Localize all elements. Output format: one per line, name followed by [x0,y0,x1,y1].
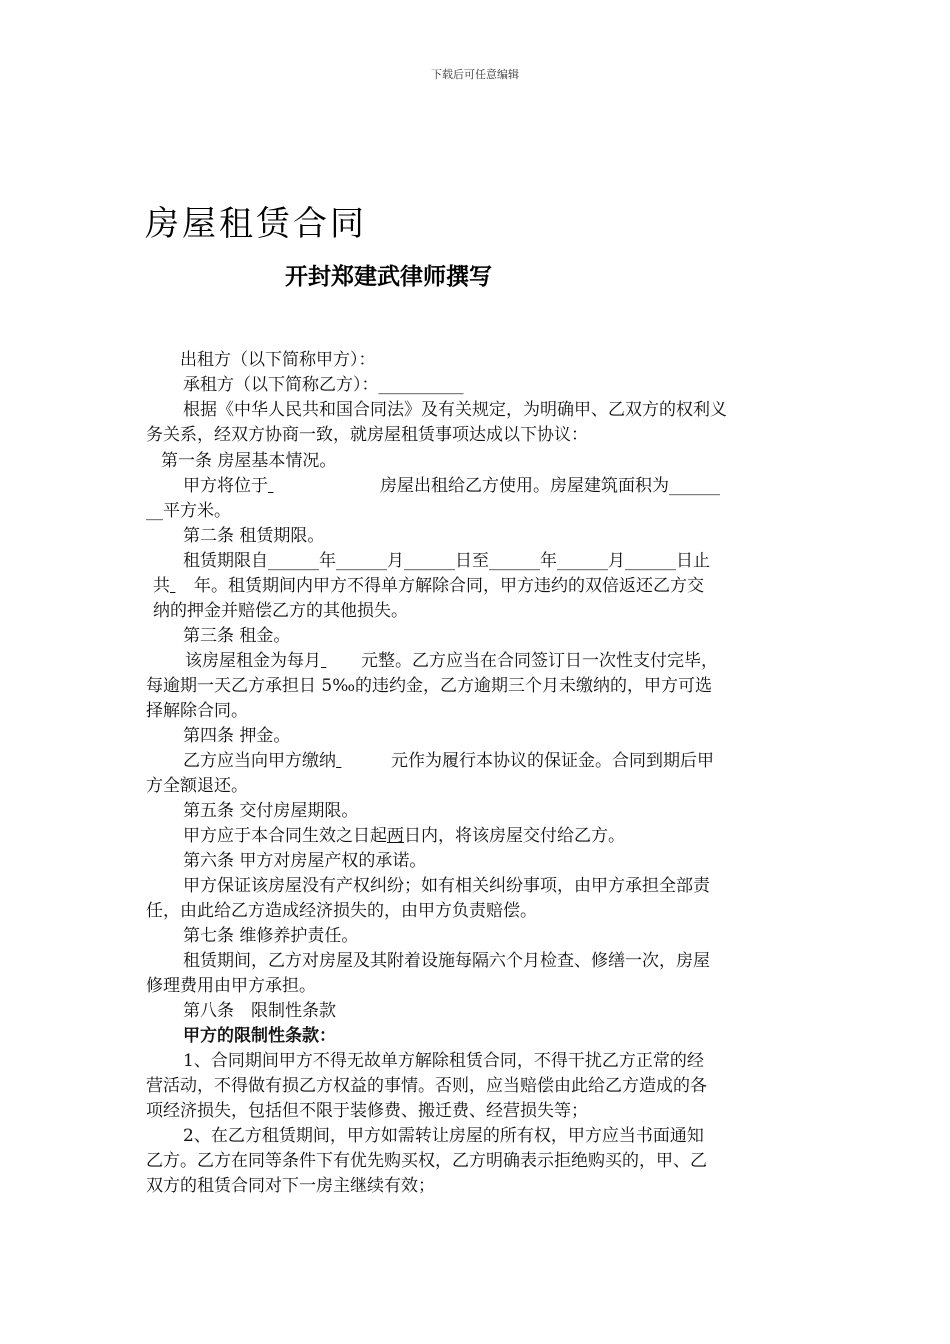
blank-line [336,749,391,774]
article-heading: 第五条 交付房屋期限。 [183,801,359,821]
paragraph-line: __平方米。 [146,501,231,521]
section-heading: 甲方的限制性条款： [183,1026,336,1046]
paragraph-line: 修理费用由甲方承担。 [146,976,316,996]
article-heading: 第七条 维修养护责任。 [183,926,359,946]
paragraph-line [183,474,838,499]
article-heading: 第六条 甲方对房屋产权的承诺。 [183,851,427,871]
header-note: 下载后可任意编辑 [431,68,519,81]
paragraph-line: 1、合同期间甲方不得无故单方解除租赁合同，不得干扰乙方正常的经 [183,1051,704,1071]
paragraph-line: 租赁期限自______年______月______日至______年______月______日止 [183,551,710,571]
paragraph-line: 每逾期一天乙方承担日 5‰的违约金，乙方逾期三个月未缴纳的，甲方可选 [146,676,713,696]
paragraph-line [183,824,838,849]
paragraph-line [185,649,840,674]
paragraph-line: 务关系，经双方协商一致，就房屋租赁事项达成以下协议： [146,425,588,445]
text-span: 日内，将该房屋交付给乙方。 [404,826,625,846]
blank-line [268,474,380,499]
document-subtitle: 开封郑建武律师撰写 [285,264,492,290]
paragraph-line: 乙方。乙方在同等条件下有优先购买权，乙方明确表示拒绝购买的，甲、乙 [146,1151,707,1171]
blank-line [321,649,361,674]
text-span: 甲方将位于 [183,476,268,496]
text-span: 房屋出租给乙方使用。房屋建筑面积为______ [380,476,720,496]
article-heading: 第一条 房屋基本情况。 [161,451,337,471]
text-span: 年。租赁期间内甲方不得单方解除合同，甲方违约的双倍返还乙方交 [194,576,704,596]
lessor-line: 出租方（以下简称甲方）： [180,350,376,370]
paragraph-line: 方全额退还。 [146,776,248,796]
article-heading: 第八条 限制性条款 [183,1001,336,1021]
paragraph-line: 择解除合同。 [146,701,248,721]
paragraph-line [153,574,808,599]
lessee-line: 承租方（以下简称乙方）：__________ [183,375,464,395]
document-title: 房屋租赁合同 [145,204,367,244]
article-heading: 第四条 押金。 [183,726,291,746]
text-span: 乙方应当向甲方缴纳 [183,751,336,771]
text-span: 甲方应于本合同生效之日起 [183,826,387,846]
paragraph-line: 营活动，不得做有损乙方权益的事情。否则，应当赔偿由此给乙方造成的各 [146,1076,707,1096]
paragraph-line: 2、在乙方租赁期间，甲方如需转让房屋的所有权，甲方应当书面通知 [183,1126,704,1146]
underlined-value: 两 [387,826,404,846]
paragraph-line: 任，由此给乙方造成经济损失的，由甲方负责赔偿。 [146,901,537,921]
blank-line [170,574,194,599]
article-heading: 第二条 租赁期限。 [183,526,325,546]
paragraph-line: 项经济损失，包括但不限于装修费、搬迁费、经营损失等； [146,1101,588,1121]
paragraph-line: 双方的租赁合同对下一房主继续有效； [146,1176,435,1196]
text-span: 该房屋租金为每月 [185,651,321,671]
paragraph-line: 租赁期间，乙方对房屋及其附着设施每隔六个月检查、修缮一次，房屋 [183,951,710,971]
text-span: 共 [153,576,170,596]
text-span: 元作为履行本协议的保证金。合同到期后甲 [391,751,714,771]
paragraph-line: 甲方保证该房屋没有产权纠纷；如有相关纠纷事项，由甲方承担全部责 [183,876,710,896]
text-span: 元整。乙方应当在合同签订日一次性支付完毕， [361,651,718,671]
paragraph-line [183,749,838,774]
article-heading: 第三条 租金。 [183,626,291,646]
paragraph-line: 根据《中华人民共和国合同法》及有关规定，为明确甲、乙双方的权利义 [183,400,727,420]
paragraph-line: 纳的押金并赔偿乙方的其他损失。 [153,601,408,621]
